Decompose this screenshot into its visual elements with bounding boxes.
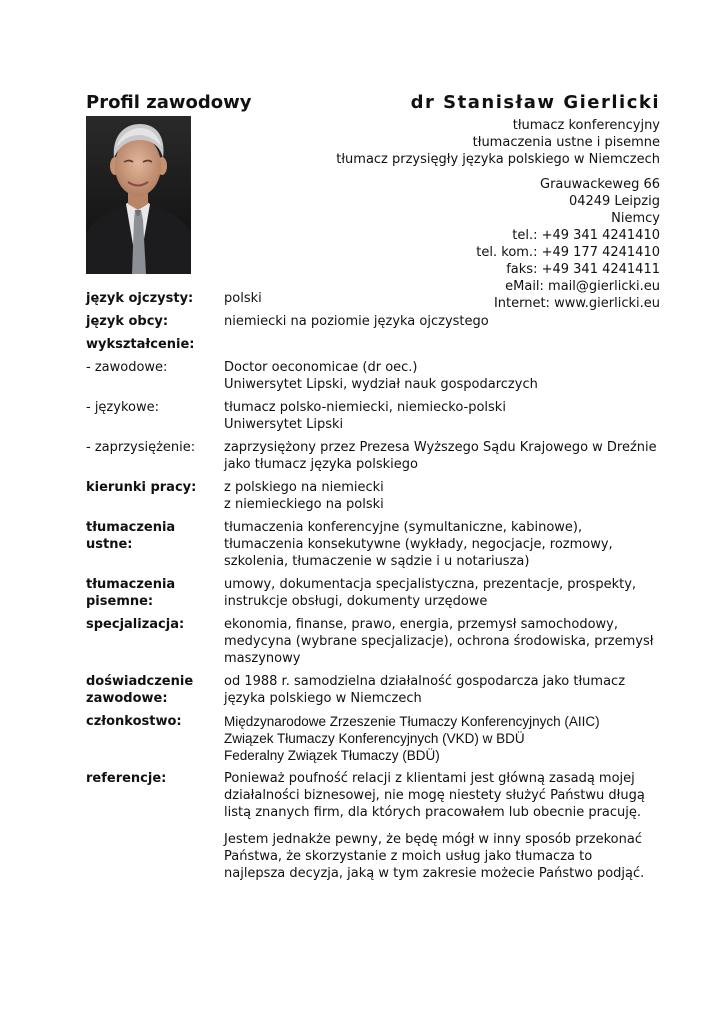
value-line: z polskiego na niemiecki (224, 480, 384, 495)
section-title: Profil zawodowy (86, 92, 252, 113)
value-line: działalności biznesowej, nie mogę niestety służyć Państwu długą (224, 788, 645, 803)
row-label: - zawodowe: (86, 360, 168, 375)
detail-row-professional-education (86, 359, 666, 393)
row-label: doświadczenie zawodowe: (86, 674, 194, 706)
value-line: zaprzysiężony przez Prezesa Wyższego Sądu Krajowego w Dreźnie (224, 440, 657, 455)
references-paragraph (224, 831, 666, 882)
value-line: tłumacz polsko-niemiecki, niemiecko-polski (224, 400, 506, 415)
value-line: języka polskiego w Niemczech (224, 691, 422, 706)
row-value (224, 336, 666, 353)
mobile-phone: tel. kom.: +49 177 4241410 (476, 245, 660, 260)
row-value (224, 616, 666, 667)
professional-titles (336, 117, 660, 168)
detail-row-sworn (86, 439, 666, 473)
fax: faks: +49 341 4241411 (506, 262, 660, 277)
detail-row-language-education (86, 399, 666, 433)
detail-row-translation (86, 576, 666, 610)
row-label: język obcy: (86, 314, 169, 329)
value-line: polski (224, 291, 262, 306)
portrait-photo (86, 116, 191, 274)
row-value (224, 439, 666, 473)
row-value (224, 713, 666, 764)
value-line: umowy, dokumentacja specjalistyczna, prezentacje, prospekty, (224, 577, 637, 592)
detail-row-directions (86, 479, 666, 513)
value-line: ekonomia, finanse, prawo, energia, przemysł samochodowy, (224, 617, 618, 632)
address-street: Grauwackeweg 66 (540, 177, 660, 192)
row-value (224, 576, 666, 610)
row-label: język ojczysty: (86, 291, 194, 306)
value-line: najlepsza decyzja, jaką w tym zakresie możecie Państwo podjąć. (224, 866, 645, 881)
value-line: Uniwersytet Lipski, wydział nauk gospodarczych (224, 377, 538, 392)
row-value (224, 479, 666, 513)
row-label: członkostwo: (86, 714, 182, 729)
row-value (224, 770, 666, 882)
value-line: szkolenia, tłumaczenie w sądzie i u notariusza) (224, 554, 530, 569)
row-value (224, 519, 666, 570)
value-line: Związek Tłumaczy Konferencyjnych (VKD) w BDÜ (224, 731, 525, 746)
detail-row-experience (86, 673, 666, 707)
value-line: instrukcje obsługi, dokumenty urzędowe (224, 594, 488, 609)
row-label: referencje: (86, 771, 167, 786)
row-value (224, 359, 666, 393)
row-label: specjalizacja: (86, 617, 185, 632)
value-line: z niemieckiego na polski (224, 497, 384, 512)
value-line: Doctor oeconomicae (dr oec.) (224, 360, 418, 375)
row-label: wykształcenie: (86, 337, 195, 352)
value-line: Federalny Związek Tłumaczy (BDÜ) (224, 748, 440, 763)
detail-row-specialization (86, 616, 666, 667)
person-name: dr Stanisław Gierlicki (410, 92, 660, 113)
row-label: tłumaczenia ustne: (86, 520, 176, 552)
value-line: maszynowy (224, 651, 301, 666)
value-line: Państwa, że skorzystanie z moich usług jako tłumacza to (224, 849, 593, 864)
website: Internet: www.gierlicki.eu (493, 296, 660, 311)
references-paragraph (224, 770, 666, 821)
row-value (224, 673, 666, 707)
row-label: kierunki pracy: (86, 480, 197, 495)
row-value (224, 313, 666, 330)
row-label: - językowe: (86, 400, 159, 415)
value-line: listą znanych firm, dla których pracowałem lub obecnie pracuję. (224, 805, 642, 820)
value-line: tłumaczenia konsekutywne (wykłady, negocjacje, rozmowy, (224, 537, 613, 552)
value-line: Jestem jednakże pewny, że będę mógł w inny sposób przekonać (224, 832, 642, 847)
row-label: - zaprzysiężenie: (86, 440, 196, 455)
title-line: tłumacz konferencyjny (512, 118, 660, 133)
title-line: tłumaczenia ustne i pisemne (472, 135, 660, 150)
detail-row-education (86, 336, 666, 353)
detail-row-native-language (86, 290, 666, 307)
detail-row-foreign-language (86, 313, 666, 330)
value-line: niemiecki na poziomie języka ojczystego (224, 314, 489, 329)
row-value (224, 290, 666, 307)
value-line: od 1988 r. samodzielna działalność gospodarcza jako tłumacz (224, 674, 626, 689)
profile-details (86, 290, 666, 888)
row-label: tłumaczenia pisemne: (86, 577, 176, 609)
value-line: jako tłumacz języka polskiego (224, 457, 418, 472)
value-line: medycyna (wybrane specjalizacje), ochrona środowiska, przemysł (224, 634, 654, 649)
address-country: Niemcy (611, 211, 660, 226)
phone: tel.: +49 341 4241410 (512, 228, 660, 243)
address-city: 04249 Leipzig (568, 194, 660, 209)
title-line: tłumacz przysięgły języka polskiego w Niemczech (336, 152, 660, 167)
row-value (224, 399, 666, 433)
value-line: Uniwersytet Lipski (224, 417, 344, 432)
value-line: tłumaczenia konferencyjne (symultaniczne, kabinowe), (224, 520, 583, 535)
detail-row-membership (86, 713, 666, 764)
email: eMail: mail@gierlicki.eu (505, 279, 660, 294)
value-line: Międzynarodowe Zrzeszenie Tłumaczy Konferencyjnych (AIIC) (224, 714, 600, 729)
value-line: Ponieważ poufność relacji z klientami jest główną zasadą mojej (224, 771, 635, 786)
detail-row-references (86, 770, 666, 882)
detail-row-interpreting (86, 519, 666, 570)
